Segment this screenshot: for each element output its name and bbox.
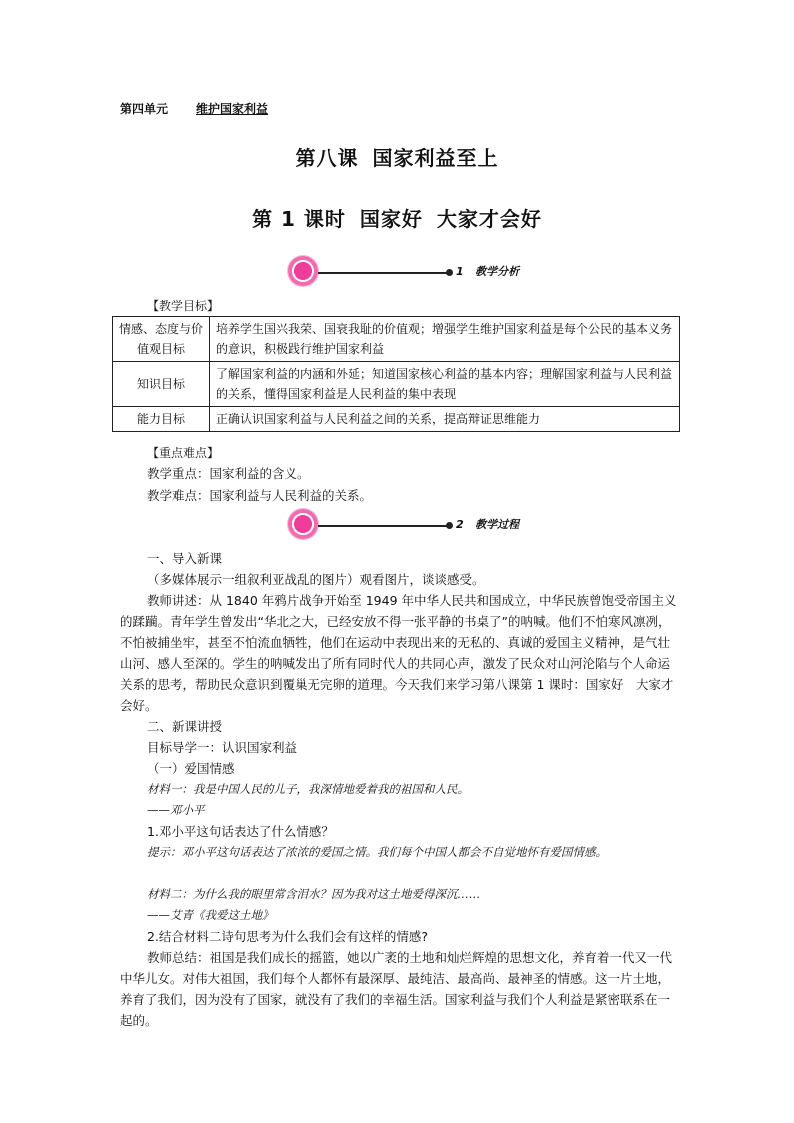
goal-guide-1: 目标导学一：认识国家利益 [147,740,298,755]
unit-label: 第四单元 [120,102,169,116]
goal-value: 了解国家利益的内涵和外延；知道国家核心利益的基本内容；理解国家利益与人民利益的关系，懂得国家利益是人民利益的集中表现 [210,362,680,407]
lesson-title-part2: 国家利益至上 [372,146,499,170]
material-2: 材料二：为什么我的眼里常含泪水？因为我对这土地爱得深沉…… [147,887,481,901]
material-1: 材料一：我是中国人民的儿子，我深情地爱着我的祖国和人民。 [147,782,469,796]
new-lesson-heading: 二、新课讲授 [147,719,223,734]
section-heading-process [288,509,538,543]
goal-key: 能力目标 [113,407,210,432]
table-row [113,362,680,407]
section-divider [318,272,448,274]
goal-value: 培养学生国兴我荣、国衰我耻的价值观；增强学生维护国家利益是每个公民的基本义务的意识，积极践行维护国家利益 [210,317,680,362]
key-points-heading: 【重点难点】 [147,446,220,460]
teacher-talk: 教师讲述：从 1840 年鸦片战争开始至 1949 年中华人民共和国成立，中华民族曾饱受帝国主义的蹂躏。青年学生曾发出“华北之大，已经安放不得一张平静的书桌了”的呐喊。他们不怕寒风凛冽，不怕被捕坐牢，甚至不怕流血牺牲，他们在运动中表现出来的无私的、真诚的爱国主义精神，是气壮山河、感人至深的。学生的呐喊发出了所有同时代人的共同心声，激发了民众对山河沦陷与个人命运关系的思考，帮助民众意识到覆巢无完卵的道理。今天我们来学习第八课第 1 课时：国家好 大家才会好。 [120,593,677,713]
period-title-part3: 大家才会好 [436,207,542,231]
period-title-part2: 国家好 [359,207,423,231]
table-row [113,317,680,362]
material-1-source: ——邓小平 [147,803,205,817]
difficulty-text: 教学难点：国家利益与人民利益的关系。 [147,488,373,503]
table-row [113,407,680,432]
intro-heading: 一、导入新课 [147,551,223,566]
goals-table [112,316,680,432]
pink-circle-icon [288,256,318,286]
hint-1: 提示：邓小平这句话表达了浓浓的爱国之情。我们每个中国人都会不自觉地怀有爱国情感。 [147,845,607,859]
lesson-title [0,142,794,171]
goal-key: 知识目标 [113,362,210,407]
bullet-dot-icon [446,522,453,529]
period-title-part1: 第 1 课时 [252,207,346,231]
section-heading-analysis [288,256,538,290]
question-2: 2.结合材料二诗句思考为什么我们会有这样的情感? [147,929,429,944]
teacher-summary: 教师总结：祖国是我们成长的摇篮，她以广袤的土地和灿烂辉煌的思想文化，养育着一代又一代中华儿女。对伟大祖国，我们每个人都怀有最深厚、最纯洁、最高尚、最神圣的情感。这一片土地，养育了我们，因为没有了国家，就没有了我们的幸福生活。国家利益与我们个人利益是紧密联系在一起的。 [120,950,673,1028]
unit-header [120,100,268,117]
goal-value: 正确认识国家利益与人民利益之间的关系，提高辩证思维能力 [210,407,680,432]
bullet-dot-icon [446,269,453,276]
unit-title: 维护国家利益 [196,102,269,116]
subsection-patriotism: （一）爱国情感 [147,761,235,776]
goal-key: 情感、态度与价值观目标 [113,317,210,362]
pink-circle-icon [288,509,318,539]
section-divider [318,525,448,527]
section-label: 2 教学过程 [456,518,520,531]
question-1: 1.邓小平这句话表达了什么情感？ [147,824,334,839]
lesson-title-part1: 第八课 [295,146,359,170]
section-label: 1 教学分析 [456,265,520,278]
focus-text: 教学重点：国家利益的含义。 [147,466,310,481]
material-2-source: ——艾青《我爱这土地》 [147,908,274,922]
period-title [0,203,794,232]
goals-heading: 【教学目标】 [147,299,220,313]
intro-media-text: （多媒体展示一组叙利亚战乱的图片）观看图片，谈谈感受。 [147,572,485,587]
